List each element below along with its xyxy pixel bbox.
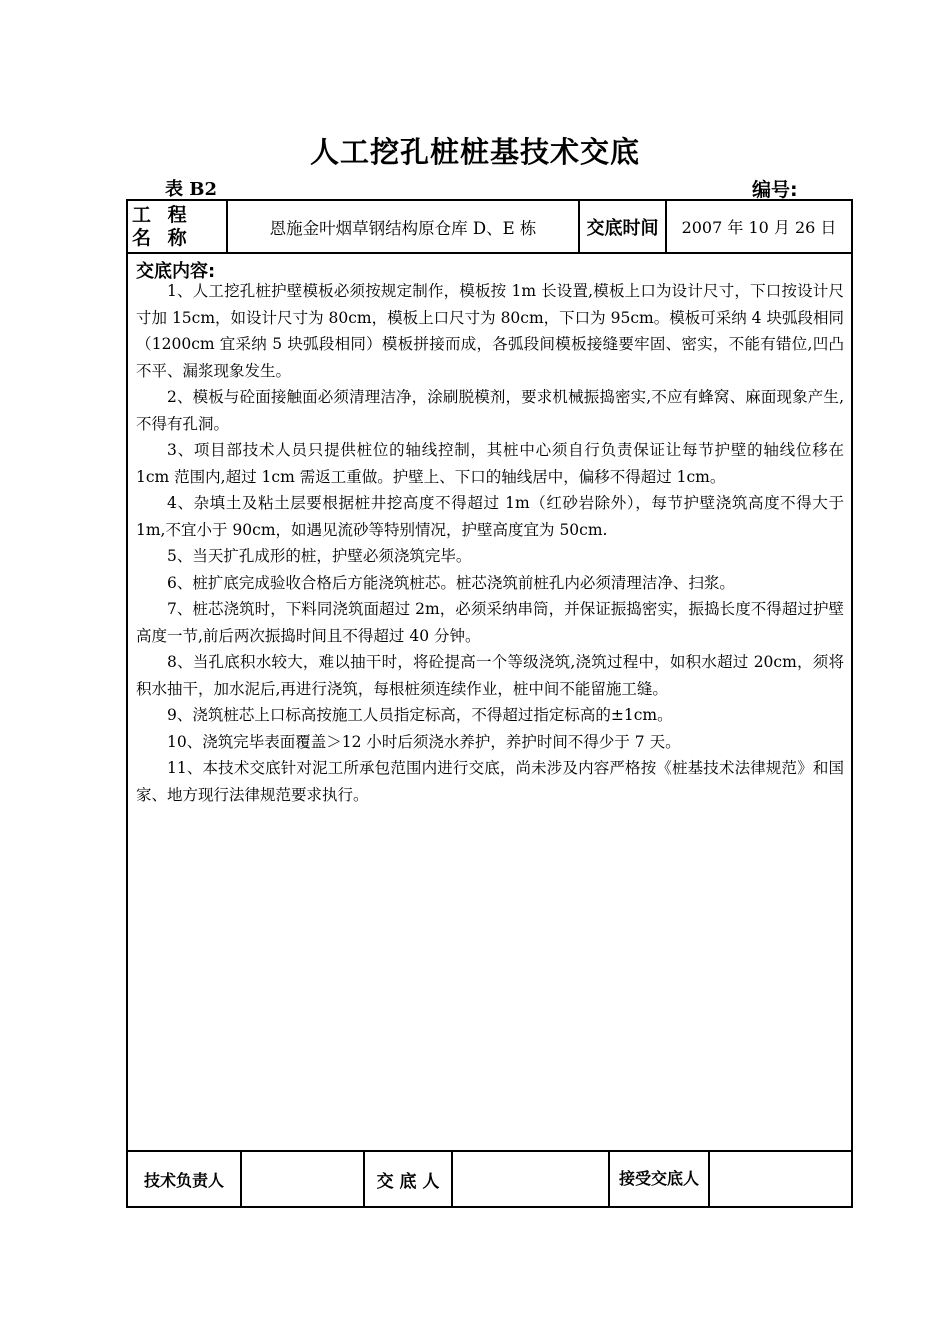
header-row-divider	[126, 252, 853, 254]
content-item: 6、桩扩底完成验收合格后方能浇筑桩芯。桩芯浇筑前桩孔内必须清理洁净、扫浆。	[167, 573, 735, 592]
disclosure-content	[136, 278, 844, 808]
content-item: 2、模板与砼面接触面必须清理洁净，涂刷脱模剂，要求机械振捣密实,不应有蜂窝、麻面现象产生,不得有孔洞。	[136, 388, 845, 433]
project-name-value: 恩施金叶烟草钢结构原仓库 D、E 栋	[269, 218, 537, 238]
tech-lead-signature-field[interactable]	[242, 1152, 363, 1206]
content-item: 3、项目部技术人员只提供桩位的轴线控制，其桩中心须自行负责保证让每节护壁的轴线位移在 1cm 范围内,超过 1cm 需返工重做。护壁上、下口的轴线居中，偏移不得超过 1cm。	[136, 441, 844, 486]
content-item: 10、浇筑完毕表面覆盖＞12 小时后须浇水养护，养护时间不得少于 7 天。	[167, 732, 681, 751]
disclosure-time-label: 交底时间	[586, 217, 659, 239]
content-item: 7、桩芯浇筑时，下料同浇筑面超过 2m，必须采纳串筒，并保证振捣密实，振捣长度不得超过护壁高度一节,前后两次振捣时间且不得超过 40 分钟。	[136, 600, 844, 645]
receiver-signature-field[interactable]	[710, 1152, 851, 1206]
disclosure-time-value: 2007 年 10 月 26 日	[681, 218, 837, 237]
project-name-label: 工 程 名 称	[132, 203, 192, 249]
serial-number-label: 编号:	[752, 179, 798, 201]
tech-lead-label: 技术负责人	[143, 1170, 224, 1190]
disclosure-content-label: 交底内容:	[136, 261, 216, 282]
content-item: 9、浇筑桩芯上口标高按施工人员指定标高，不得超过指定标高的±1cm。	[167, 706, 673, 724]
content-item: 4、杂填土及粘土层要根据桩井挖高度不得超过 1m（红砂岩除外），每节护壁浇筑高度不得大于 1m,不宜小于 90cm，如遇见流砂等特别情况，护壁高度宜为 50cm.	[136, 494, 844, 539]
discloser-signature-field[interactable]	[453, 1152, 608, 1206]
discloser-label: 交 底 人	[376, 1171, 440, 1192]
content-item: 5、当天扩孔成形的桩，护壁必须浇筑完毕。	[167, 547, 472, 565]
document-title: 人工挖孔桩桩基技术交底	[309, 135, 640, 169]
content-item: 11、本技术交底针对泥工所承包范围内进行交底，尚未涉及内容严格按《桩基技术法律规范》和国家、地方现行法律规范要求执行。	[136, 759, 844, 804]
form-number: 表 B2	[165, 179, 218, 200]
footer-divider-4	[608, 1150, 610, 1208]
content-item: 8、当孔底积水较大，难以抽干时，将砼提高一个等级浇筑,浇筑过程中，如积水超过 20cm，须将积水抽干，加水泥后,再进行浇筑，每根桩须连续作业，桩中间不能留施工缝。	[136, 653, 844, 698]
content-item: 1、人工挖孔桩护壁模板必须按规定制作，模板按 1m 长设置,模板上口为设计尺寸，下口按设计尺寸加 15cm，如设计尺寸为 80cm，模板上口尺寸为 80cm，下口为 95cm。模板可采纳 4 块弧段相同（1200cm 宜采纳 5 块弧段相同）模板拼接而成，各弧段间模板接缝要牢固、密实，不能有错位,凹凸不平、漏浆现象发生。	[136, 282, 844, 380]
receiver-label: 接受交底人	[618, 1169, 699, 1188]
